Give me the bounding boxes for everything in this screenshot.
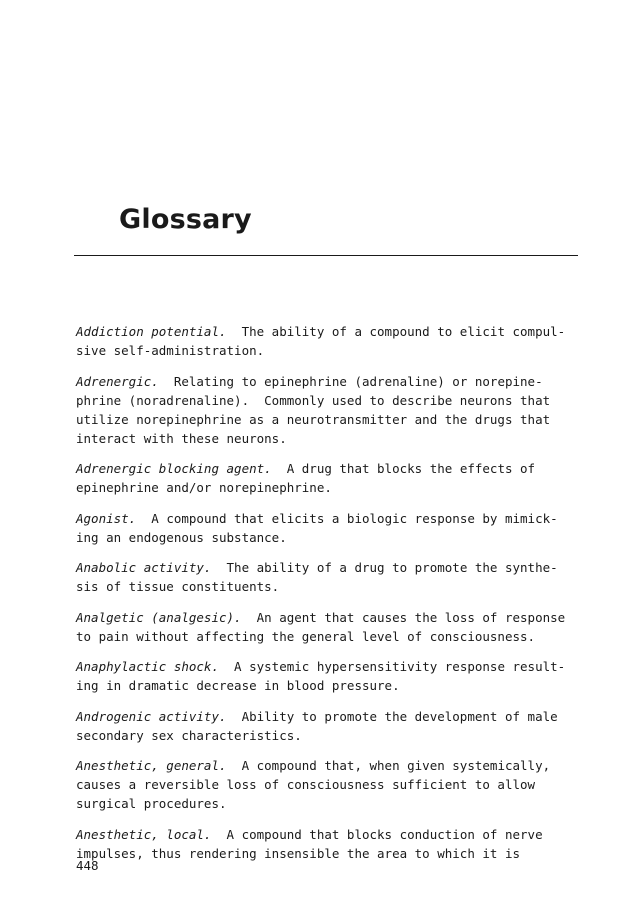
definition-text: sive self-administration. [76, 343, 265, 358]
glossary-term: Agonist. [76, 510, 137, 526]
glossary-term: Anabolic activity. [76, 560, 212, 575]
glossary-entry [76, 509, 596, 547]
definition-text: Ability to promote the development of male [226, 708, 558, 724]
definition-text: interact with these neurons. [76, 430, 287, 446]
entry-line [76, 478, 596, 497]
definition-text: surgical procedures. [76, 796, 227, 811]
definition-text: utilize norepinephrine as a neurotransmitter and the drugs that [76, 411, 551, 427]
glossary-term: Anesthetic, general. [76, 758, 227, 773]
definition-text: ing in dramatic decrease in blood pressure. [76, 678, 400, 693]
definition-text: A compound that, when given systemically, [226, 758, 551, 773]
definition-text: A drug that blocks the effects of [271, 461, 536, 476]
entry-line [76, 608, 596, 627]
definition-text: An agent that causes the loss of response [241, 609, 566, 625]
glossary-entry [76, 372, 596, 448]
glossary-term: Androgenic activity. [76, 708, 227, 724]
entry-line [76, 558, 596, 577]
glossary-entry [76, 608, 596, 646]
page-title: Glossary [119, 204, 252, 235]
entry-line [76, 459, 596, 478]
entry-line [76, 577, 596, 596]
entry-line [76, 341, 596, 360]
definition-text: epinephrine and/or norepinephrine. [76, 480, 332, 495]
definition-text: A systemic hypersensitivity response result- [219, 659, 566, 674]
entry-line [76, 509, 596, 528]
glossary-entry [76, 825, 596, 863]
title-divider [74, 255, 578, 256]
glossary-entry [76, 558, 596, 596]
entry-line [76, 528, 596, 547]
entry-line [76, 825, 596, 844]
glossary-term: Adrenergic. [76, 373, 159, 389]
entry-line [76, 372, 596, 391]
entry-line [76, 676, 596, 695]
entry-line [76, 391, 596, 410]
glossary-term: Analgetic (analgesic). [76, 609, 242, 625]
definition-text: sis of tissue constituents. [76, 579, 280, 594]
glossary-term: Adrenergic blocking agent. [76, 461, 272, 476]
entry-line [76, 429, 596, 448]
entry-line [76, 707, 596, 726]
definition-text: A compound that elicits a biologic response by mimick- [136, 510, 558, 526]
glossary-entries [76, 322, 596, 874]
definition-text: causes a reversible loss of consciousness sufficient to allow [76, 777, 536, 792]
definition-text: Relating to epinephrine (adrenaline) or norepine- [158, 373, 543, 389]
glossary-entry [76, 322, 596, 360]
glossary-term: Anaphylactic shock. [76, 659, 219, 674]
definition-text: ing an endogenous substance. [76, 529, 287, 545]
glossary-entry [76, 707, 596, 745]
entry-line [76, 322, 596, 341]
definition-text: secondary sex characteristics. [76, 727, 302, 743]
entry-line [76, 756, 596, 775]
glossary-entry [76, 459, 596, 497]
entry-line [76, 627, 596, 646]
definition-text: A compound that blocks conduction of nerve [211, 826, 543, 842]
entry-line [76, 794, 596, 813]
definition-text: phrine (noradrenaline). Commonly used to describe neurons that [76, 392, 551, 408]
glossary-entry [76, 657, 596, 695]
entry-line [76, 775, 596, 794]
entry-line [76, 844, 596, 863]
glossary-entry [76, 756, 596, 813]
entry-line [76, 410, 596, 429]
definition-text: impulses, thus rendering insensible the area to which it is [76, 845, 521, 861]
entry-line [76, 657, 596, 676]
page-number: 448 [76, 858, 99, 873]
glossary-term: Addiction potential. [76, 324, 227, 339]
glossary-term: Anesthetic, local. [76, 826, 212, 842]
definition-text: to pain without affecting the general level of consciousness. [76, 628, 536, 644]
definition-text: The ability of a drug to promote the synthe- [211, 560, 558, 575]
definition-text: The ability of a compound to elicit compul- [226, 324, 566, 339]
entry-line [76, 726, 596, 745]
